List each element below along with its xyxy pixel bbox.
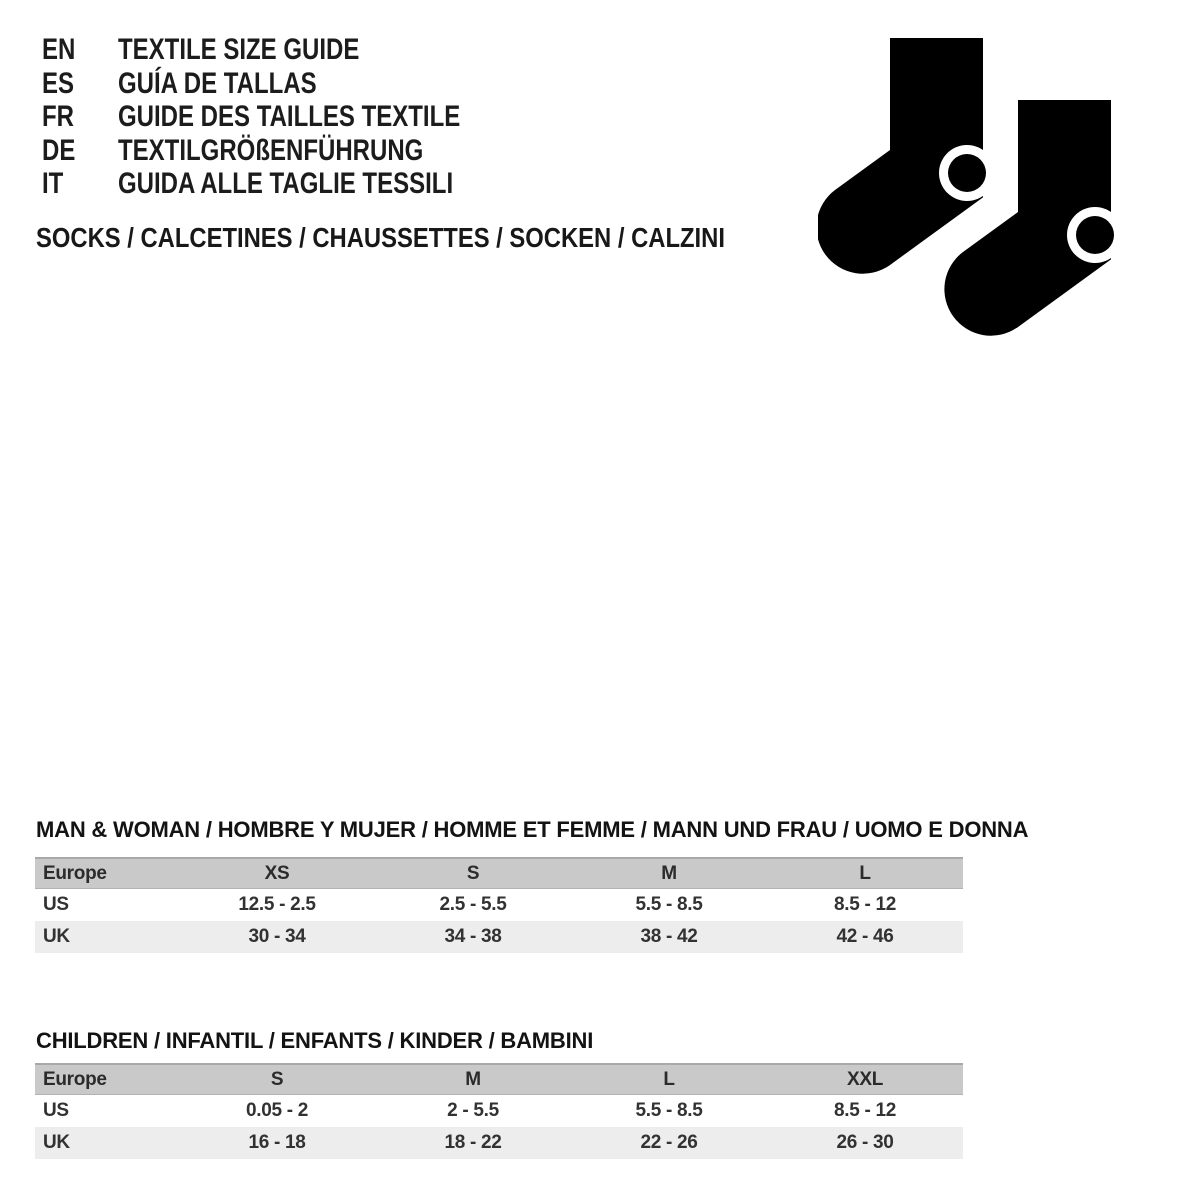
size-cell: 0.05 - 2 [245, 1100, 309, 1121]
language-label: GUIDE DES TAILLES TEXTILE [118, 100, 461, 133]
size-cell: 12.5 - 2.5 [238, 894, 316, 915]
table-row-uk [35, 1127, 963, 1159]
size-cell: 16 - 18 [248, 1132, 306, 1153]
column-header-region: Europe [35, 858, 179, 889]
row-label: UK [43, 926, 70, 947]
row-label: US [43, 894, 69, 915]
size-table-man-woman [35, 857, 963, 953]
row-label: US [43, 1100, 69, 1121]
size-cell: 8.5 - 12 [833, 1100, 897, 1121]
size-cell: 8.5 - 12 [833, 894, 897, 915]
language-label: TEXTILE SIZE GUIDE [118, 33, 360, 66]
column-header-size: L [767, 858, 963, 889]
language-code: ES [42, 66, 75, 100]
language-code: IT [42, 167, 64, 200]
table-header-row [35, 1064, 963, 1095]
size-cell: 5.5 - 8.5 [635, 1100, 703, 1121]
column-header-size: S [179, 1064, 375, 1095]
size-cell: 18 - 22 [444, 1132, 502, 1153]
language-code: FR [42, 100, 74, 133]
column-header-size: L [571, 1064, 767, 1095]
size-cell: 2 - 5.5 [447, 1100, 499, 1121]
column-header-region: Europe [35, 1064, 179, 1095]
size-cell: 30 - 34 [248, 926, 306, 947]
column-header-size: XS [179, 858, 375, 889]
size-cell: 26 - 30 [836, 1132, 894, 1153]
size-cell: 38 - 42 [640, 926, 698, 947]
category-line-text: SOCKS / CALCETINES / CHAUSSETTES / SOCKEN / CALZINI [36, 222, 725, 253]
table-header-row [35, 858, 963, 889]
language-code: EN [42, 33, 76, 66]
table-row-us [35, 1095, 963, 1128]
size-cell: 5.5 - 8.5 [635, 894, 703, 915]
children-table-title: CHILDREN / INFANTIL / ENFANTS / KINDER / BAMBINI [36, 1028, 594, 1053]
size-cell: 2.5 - 5.5 [439, 894, 507, 915]
column-header-size: S [375, 858, 571, 889]
size-cell: 34 - 38 [444, 926, 502, 947]
table-row-uk [35, 921, 963, 953]
column-header-size: XXL [767, 1064, 963, 1095]
man-woman-table-title: MAN & WOMAN / HOMBRE Y MUJER / HOMME ET FEMME / MANN UND FRAU / UOMO E DONNA [36, 817, 1029, 842]
table-row-us [35, 889, 963, 922]
socks-icon [818, 36, 1114, 340]
language-label: GUÍA DE TALLAS [118, 66, 317, 100]
row-label: UK [43, 1132, 70, 1153]
column-header-size: M [571, 858, 767, 889]
language-code: DE [42, 133, 76, 167]
column-header-size: M [375, 1064, 571, 1095]
size-table-children [35, 1063, 963, 1159]
size-cell: 42 - 46 [836, 926, 894, 947]
language-label: GUIDA ALLE TAGLIE TESSILI [118, 167, 454, 200]
sock-shape [818, 38, 995, 274]
size-cell: 22 - 26 [640, 1132, 698, 1153]
category-line [36, 221, 847, 255]
language-label: TEXTILGRÖßENFÜHRUNG [118, 133, 424, 167]
